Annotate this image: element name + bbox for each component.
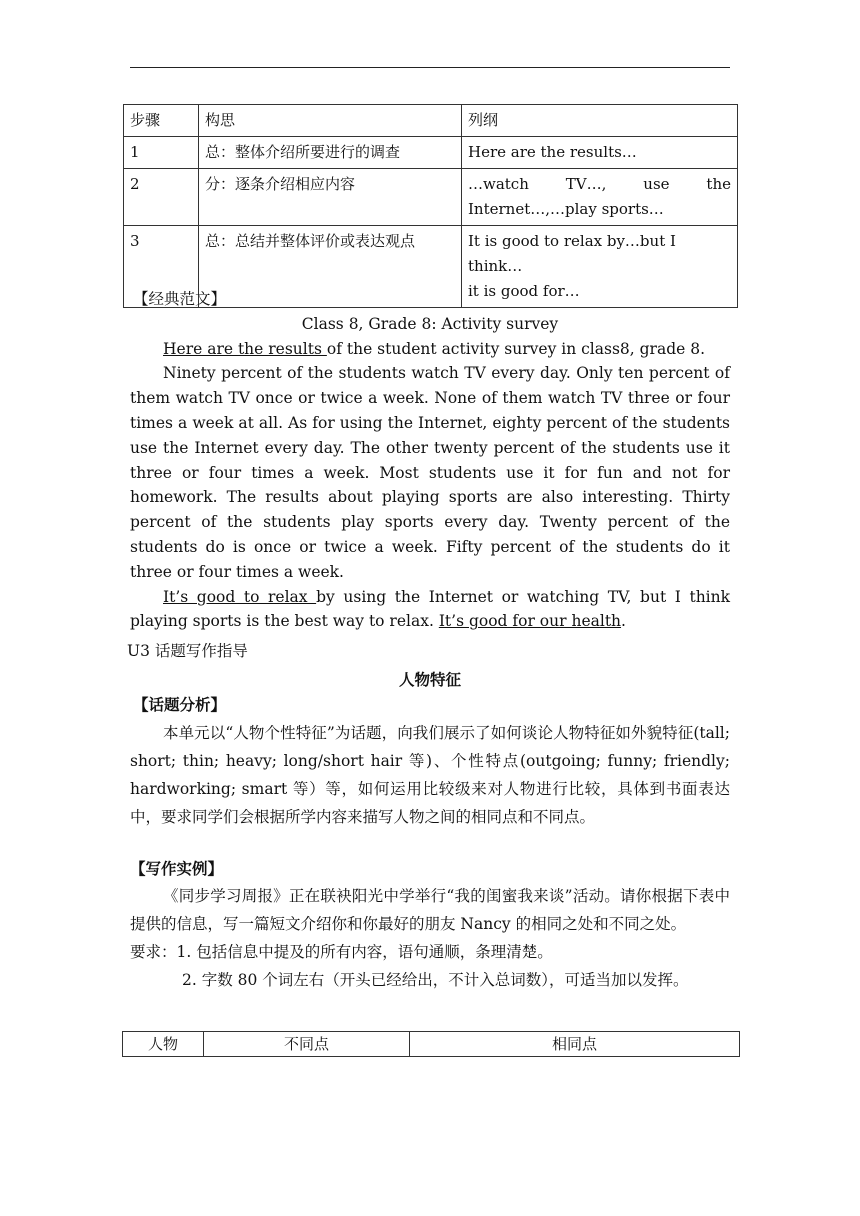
outline-line: It is good to relax by…but I think…	[468, 232, 676, 275]
essay-paragraph	[130, 585, 730, 635]
unit-label: U3 话题写作指导	[127, 642, 248, 660]
table-row	[124, 169, 738, 226]
table-header-row	[124, 105, 738, 137]
essay-paragraph	[130, 337, 730, 362]
essay-text: .	[621, 612, 626, 631]
underlined-phrase: It’s good for our health	[438, 612, 622, 631]
section-heading: 【话题分析】	[133, 694, 227, 714]
header-cell: 列纲	[462, 105, 738, 137]
requirement-2: 2. 字数 80 个词左右（开头已经给出，不计入总词数），可适当加以发挥。	[182, 971, 689, 990]
essay-paragraph: Ninety percent of the students watch TV every day. Only ten percent of them watch TV once or twice a week. None of them watch TV three or four times a week at all. As for using the Internet, eighty percent of the students use the Internet every day. The other twenty percent of the students use it three or four times a week. Most students use it for fun and not for homework. The results about playing sports are also interesting. Thirty percent of the students play sports every day. Twenty percent of the students do is once or twice a week. Fifty percent of the students do it three or four times a week.	[130, 364, 730, 581]
header-cell: 不同点	[204, 1032, 410, 1057]
essay-text: of the student activity survey in class8, grade 8.	[326, 339, 706, 358]
header-rule	[130, 67, 730, 68]
model-essay-section	[130, 287, 730, 634]
underlined-phrase: It’s good to relax	[163, 587, 317, 606]
outline-cell	[462, 137, 738, 169]
writing-plan-table	[123, 104, 738, 308]
step-cell: 2	[124, 169, 199, 226]
topic-title: 人物特征	[398, 669, 461, 689]
outline-line: …watch TV…, use the	[468, 175, 731, 193]
outline-line: Internet…,…play sports…	[468, 200, 664, 218]
person-comparison-table	[122, 1031, 740, 1057]
idea-cell: 分：逐条介绍相应内容	[199, 169, 462, 226]
header-cell: 相同点	[410, 1032, 740, 1057]
header-cell: 步骤	[124, 105, 199, 137]
example-paragraph: 《同步学习周报》正在联袂阳光中学举行“我的闺蜜我来谈”活动。请你根据下表中提供的信息，写一篇短文介绍你和你最好的朋友 Nancy 的相同之处和不同之处。	[130, 887, 730, 934]
header-cell: 构思	[199, 105, 462, 137]
outline-line: it is good for…	[468, 282, 580, 300]
step-cell: 3	[124, 226, 199, 308]
outline-cell	[462, 169, 738, 226]
requirement-1: 要求：1. 包括信息中提及的所有内容，语句通顺，条理清楚。	[130, 943, 553, 962]
analysis-paragraph: 本单元以“人物个性特征”为话题，向我们展示了如何谈论人物特征如外貌特征(tall; short; thin; heavy; long/short hair 等)、个性特点(outgoing; funny; friendly; hardworking; smart 等）等，如何运用比较级来对人物进行比较，具体到书面表达中，要求同学们会根据所学内容来描写人物之间的相同点和不同点。	[130, 724, 730, 827]
essay-text: by using the Internet or watching TV, but I think playing sports is the best way to relax.	[130, 587, 731, 631]
essay-title: Class 8, Grade 8: Activity survey	[301, 314, 559, 333]
unit3-section	[127, 639, 730, 994]
section-heading: 【写作实例】	[130, 859, 224, 879]
header-cell: 人物	[123, 1032, 204, 1057]
idea-cell: 总：整体介绍所要进行的调查	[199, 137, 462, 169]
table-row	[124, 137, 738, 169]
step-cell: 1	[124, 137, 199, 169]
section-heading: 【经典范文】	[133, 290, 227, 308]
underlined-phrase: Here are the results	[163, 339, 327, 358]
table-header-row	[123, 1032, 740, 1057]
outline-line: Here are the results…	[468, 143, 637, 161]
idea-cell: 总：总结并整体评价或表达观点	[199, 226, 462, 308]
